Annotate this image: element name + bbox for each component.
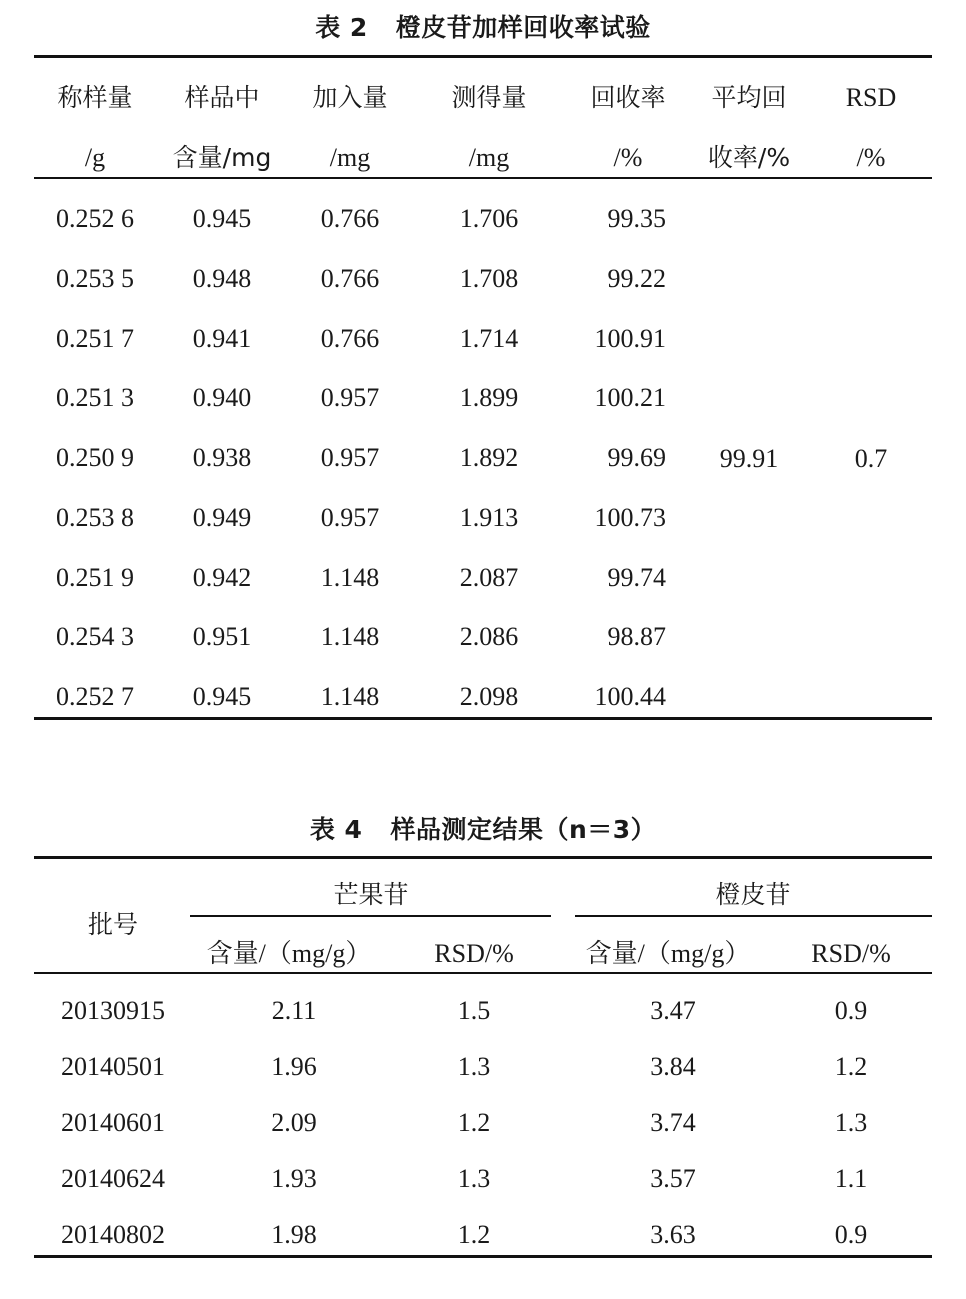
table4-header-rule (34, 972, 932, 974)
table2-cell: 0.252 6 (56, 204, 134, 233)
table4-cell: 20130915 (61, 996, 165, 1025)
table4-cell: 1.93 (271, 1164, 317, 1193)
table2-cell: 2.086 (459, 622, 519, 652)
table4-cell: 1.2 (457, 1108, 491, 1137)
table4-cell: 1.2 (834, 1052, 868, 1081)
table2-cell: 2.098 (459, 682, 519, 711)
table2-cell: 0.766 (320, 204, 380, 233)
table4-sub-content-1: 含量/（mg/g） (206, 939, 372, 968)
table4-cell: 2.11 (271, 996, 317, 1025)
table4-top-rule (34, 856, 932, 859)
table2-header-col4-line1: 测得量 (451, 83, 527, 112)
table2-header-col2-line1: 样品中 (184, 83, 260, 112)
table2-header-col7-line1: RSD (845, 83, 897, 112)
table4-batch-header: 批号 (87, 910, 139, 939)
table2-bottom-rule (34, 717, 932, 720)
table4-cell: 20140802 (61, 1220, 165, 1249)
table2-cell: 0.945 (192, 682, 252, 711)
table4-cell: 3.47 (650, 996, 696, 1025)
table4-caption-number: 表 4 (309, 815, 363, 844)
table4-cell: 1.1 (834, 1164, 868, 1193)
table4-group-mangiferin: 芒果苷 (333, 880, 409, 909)
table2-header-col5-line2: /% (613, 143, 643, 172)
table2-cell: 0.951 (192, 622, 252, 652)
table4-sub-rsd-1: RSD/% (434, 939, 514, 968)
table2-caption-title: 橙皮苷加样回收率试验 (395, 13, 651, 42)
table2-cell: 1.148 (320, 562, 380, 592)
table2-cell: 1.899 (459, 383, 519, 413)
table4-cell: 1.5 (457, 996, 491, 1025)
table4-cell: 3.63 (650, 1220, 696, 1249)
table2-cell: 0.251 9 (56, 562, 134, 592)
table2-header-col3-line2: /mg (329, 143, 371, 172)
table2-cell: 100.73 (594, 502, 666, 532)
table2-cell: 0.252 7 (56, 682, 134, 711)
table2-header-col2-line2: 含量/mg (172, 143, 272, 172)
table2-cell: 0.766 (320, 323, 380, 353)
table4-cell: 20140624 (61, 1164, 165, 1193)
table2-header-col3-line1: 加入量 (312, 83, 388, 112)
table2-header-col6-line2: 收率/% (707, 143, 791, 172)
table2-header-col5-line1: 回收率 (590, 83, 666, 112)
table4-cell: 1.2 (457, 1220, 491, 1249)
table2-cell: 0.251 3 (56, 383, 134, 413)
table4-cell: 1.98 (271, 1220, 317, 1249)
table2-header-col1-line2: /g (84, 143, 106, 172)
table2-cell: 0.957 (320, 502, 380, 532)
table4-cell: 20140601 (61, 1108, 165, 1137)
table4-cell: 0.9 (834, 996, 868, 1025)
table4-cell: 3.84 (650, 1052, 696, 1081)
table4-sub-rsd-2: RSD/% (811, 939, 891, 968)
table4-bottom-rule (34, 1255, 932, 1258)
table2-cell: 0.250 9 (56, 443, 134, 472)
table2-cell: 99.74 (607, 562, 666, 592)
table2-header-col7-line2: /% (856, 143, 886, 172)
table4-cell: 3.57 (650, 1164, 696, 1193)
table2-top-rule (34, 55, 932, 58)
table2-cell: 100.21 (594, 383, 666, 413)
table2-cell: 98.87 (607, 622, 666, 652)
table2-header-rule (34, 177, 932, 179)
table4-cell: 1.3 (834, 1108, 868, 1137)
table2-cell: 2.087 (459, 562, 519, 592)
table2-cell: 99.22 (607, 263, 666, 293)
table2-header-col4-line2: /mg (468, 143, 510, 172)
table2-cell: 0.941 (192, 323, 252, 353)
table4-cell: 0.9 (834, 1220, 868, 1249)
table2-cell: 1.714 (459, 323, 519, 353)
table2-cell: 0.948 (192, 263, 252, 293)
table4-caption-title: 样品测定结果（n＝3） (390, 815, 657, 844)
table4-sub-content-2: 含量/（mg/g） (585, 939, 751, 968)
table2-cell: 0.254 3 (56, 622, 134, 652)
table2-header-col6-line1: 平均回 (711, 83, 787, 112)
table2-cell: 0.945 (192, 204, 252, 233)
table2-rsd-value: 0.7 (854, 444, 888, 473)
table2-cell: 100.91 (594, 323, 666, 353)
table2-cell: 99.35 (607, 204, 666, 233)
table2-cell: 1.706 (459, 204, 519, 233)
table2-cell: 100.44 (594, 682, 666, 711)
table2-cell: 1.148 (320, 622, 380, 652)
table4-cell: 2.09 (271, 1108, 317, 1137)
table2-average-recovery: 99.91 (719, 444, 779, 473)
table2-cell: 0.938 (192, 443, 252, 472)
table4-cell: 20140501 (61, 1052, 165, 1081)
table4-group2-underline (575, 915, 932, 917)
table2-header-col1-line1: 称样量 (57, 83, 133, 112)
table4-group-hesperidin: 橙皮苷 (715, 880, 791, 909)
table4-group1-underline (190, 915, 551, 917)
table2-cell: 0.949 (192, 502, 252, 532)
table4-caption (0, 810, 966, 846)
table4-cell: 3.74 (650, 1108, 696, 1137)
table2-cell: 0.253 5 (56, 263, 134, 293)
table2-cell: 0.253 8 (56, 502, 134, 532)
table2-cell: 0.940 (192, 383, 252, 413)
table2-cell: 1.148 (320, 682, 380, 711)
table2-cell: 0.251 7 (56, 323, 134, 353)
table2-cell: 99.69 (607, 443, 666, 472)
table2-caption-number: 表 2 (315, 13, 368, 42)
table2-cell: 0.766 (320, 263, 380, 293)
table2-cell: 1.913 (459, 502, 519, 532)
table4-cell: 1.96 (271, 1052, 317, 1081)
table2-cell: 0.942 (192, 562, 252, 592)
table4-cell: 1.3 (457, 1052, 491, 1081)
table2-cell: 0.957 (320, 443, 380, 472)
table2-caption (0, 8, 966, 44)
table2-cell: 1.892 (459, 443, 519, 472)
table2-cell: 0.957 (320, 383, 380, 413)
table4-cell: 1.3 (457, 1164, 491, 1193)
table2-cell: 1.708 (459, 263, 519, 293)
